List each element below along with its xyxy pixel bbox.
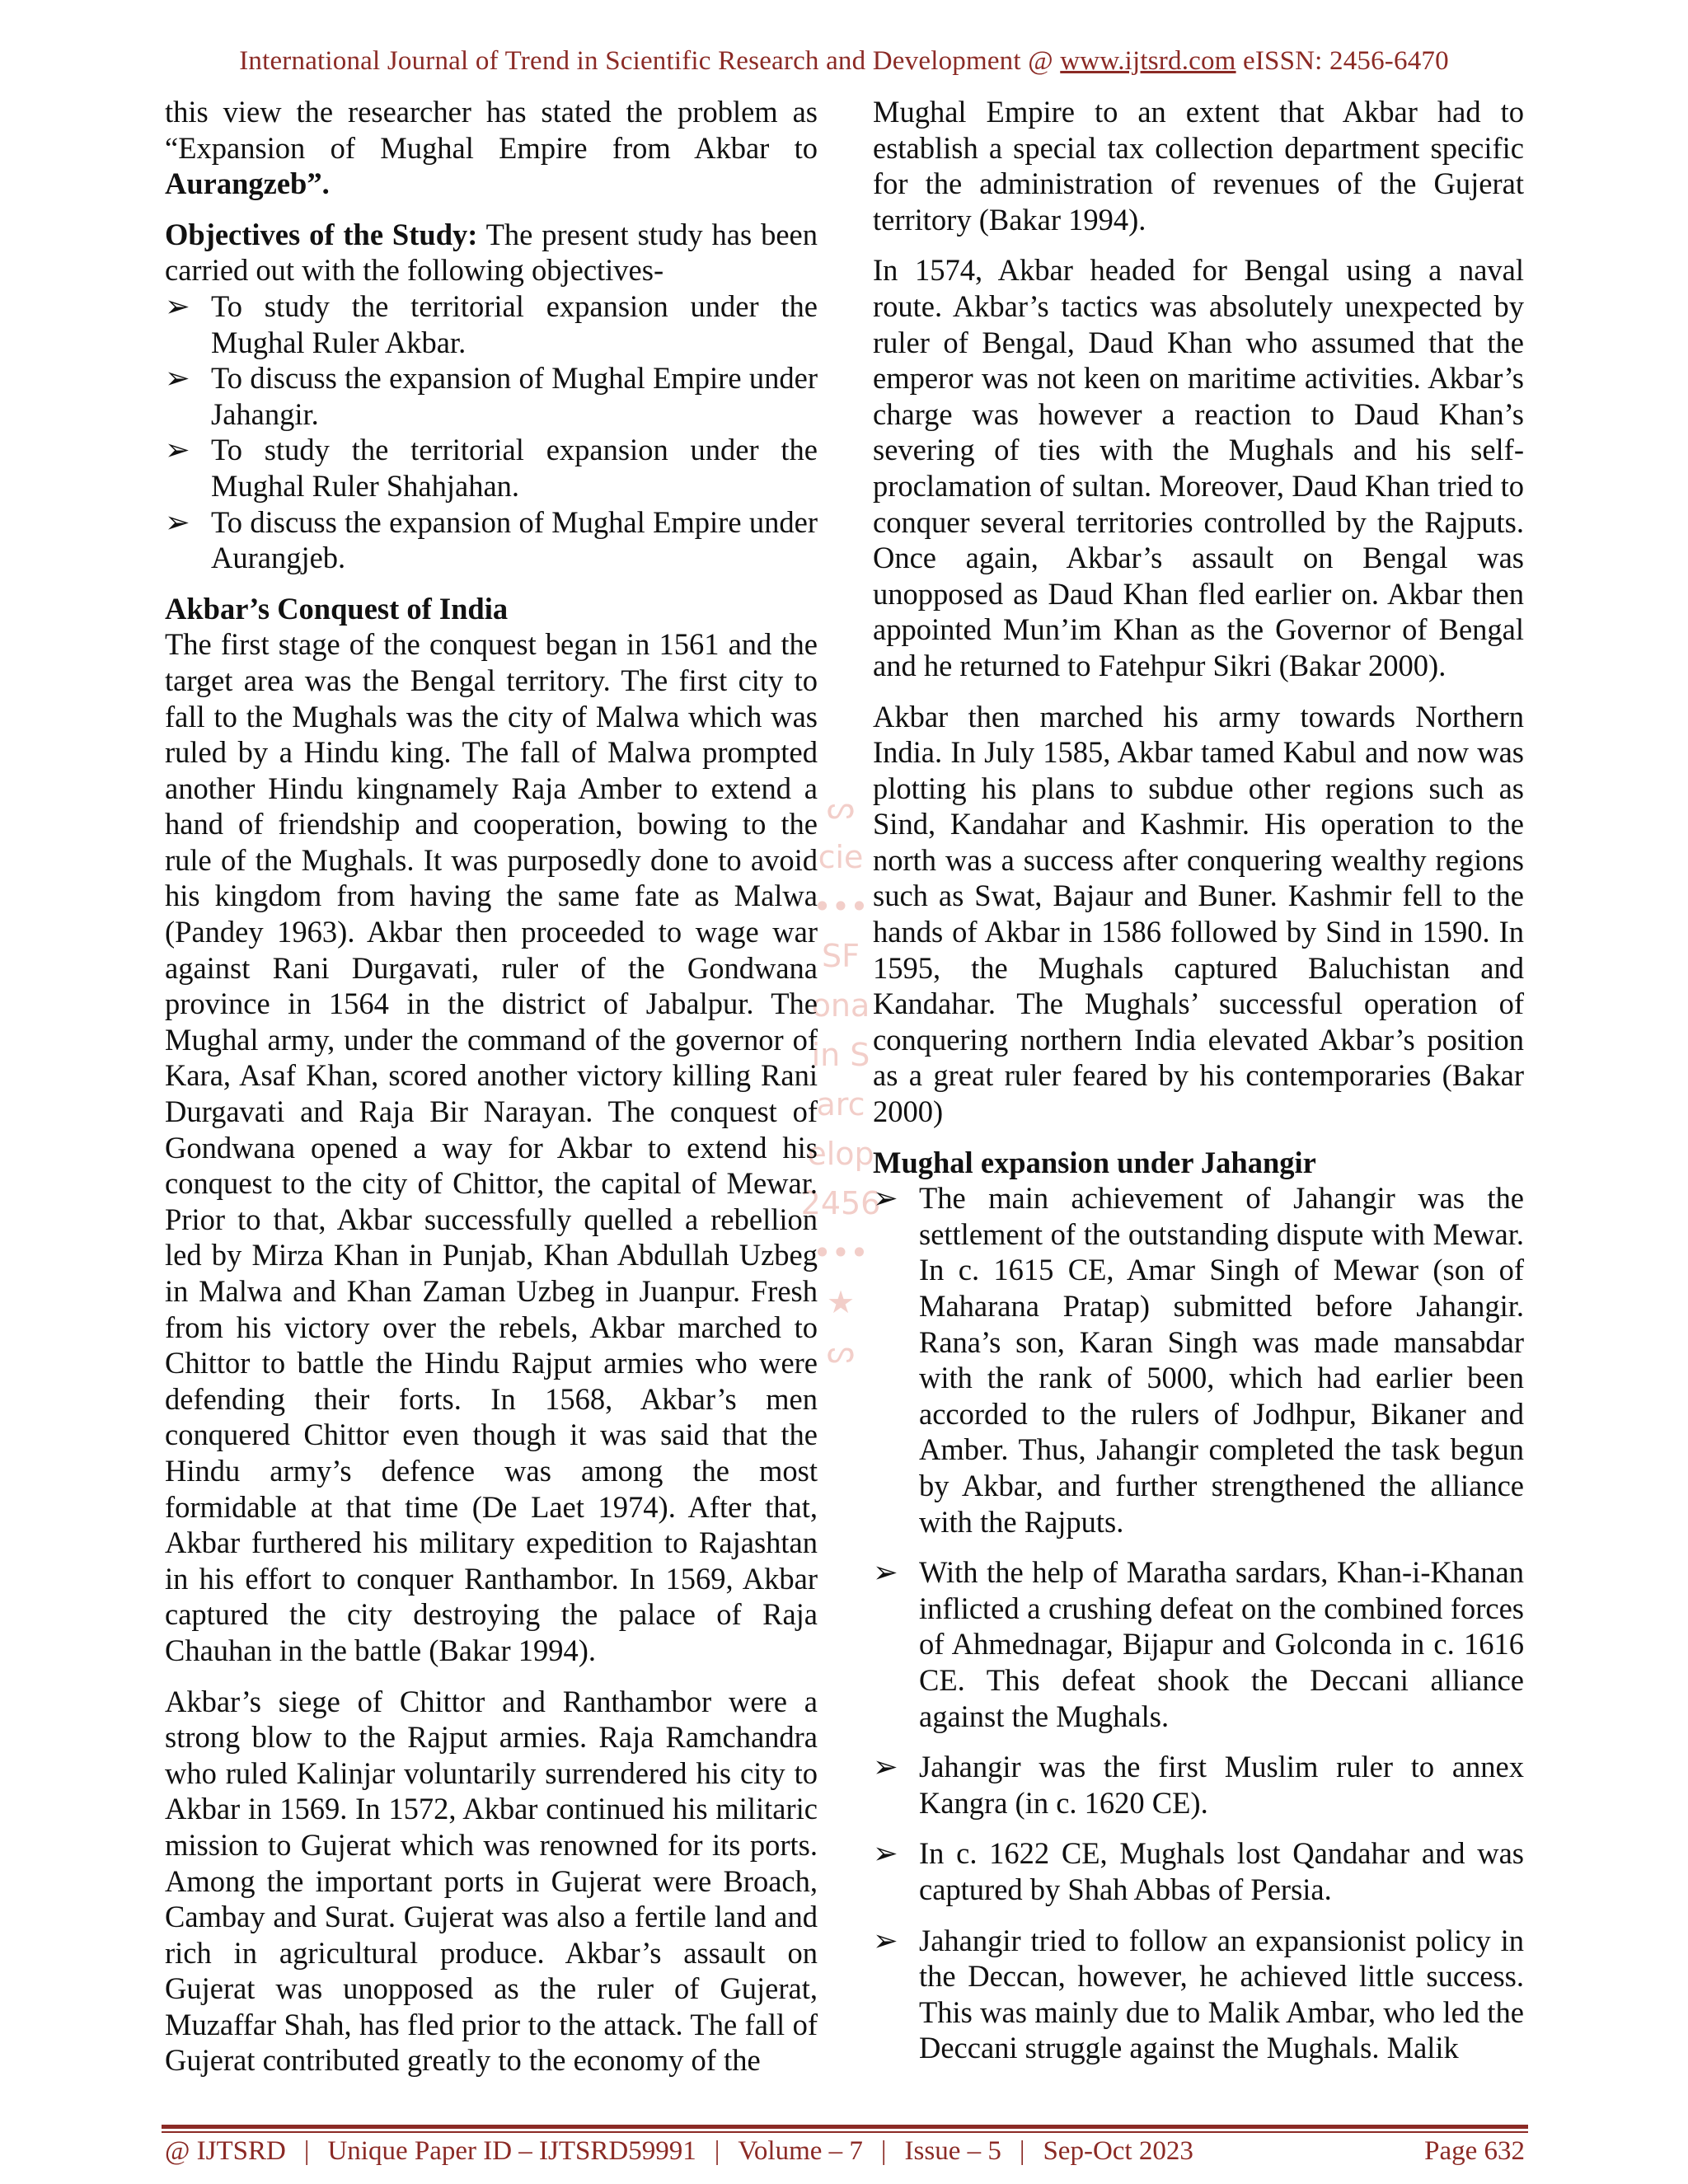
footer-separator: | xyxy=(303,2136,310,2166)
objective-text: To discuss the expansion of Mughal Empire under Aurangjeb. xyxy=(211,504,818,575)
footer-volume: Volume – 7 xyxy=(738,2136,863,2166)
arrow-bullet-icon: ➢ xyxy=(873,1923,898,1957)
arrow-bullet-icon: ➢ xyxy=(165,288,190,323)
problem-statement-text: this view the researcher has stated the problem as “Expansion of Mughal Empire from Akbar to xyxy=(165,95,818,165)
watermark-line: ᔕ xyxy=(827,1333,855,1370)
watermark-line: arc xyxy=(816,1086,865,1122)
objective-text: To discuss the expansion of Mughal Empire under Jahangir. xyxy=(211,361,818,431)
jahangir-list xyxy=(873,1180,1524,2066)
footer-separator: | xyxy=(880,2136,887,2166)
list-item xyxy=(873,1554,1524,1734)
bullet-text: With the help of Maratha sardars, Khan-i-Khanan inflicted a crushing defeat on the combined forces of Ahmednagar, Bijapur and Golconda in c. 1616 CE. This defeat shook the Deccani alliance against the Mughals. xyxy=(919,1555,1524,1733)
right-column xyxy=(873,94,1524,2081)
problem-statement xyxy=(165,94,818,202)
watermark-line: ••• xyxy=(813,888,869,925)
footer-issue: Issue – 5 xyxy=(904,2136,1001,2166)
list-item xyxy=(165,432,818,504)
objectives-intro xyxy=(165,217,818,288)
arrow-bullet-icon: ➢ xyxy=(165,433,190,467)
list-item xyxy=(873,1180,1524,1540)
journal-url-link[interactable]: www.ijtsrd.com xyxy=(1060,46,1236,76)
watermark-line: ••• xyxy=(813,1235,869,1271)
section-heading-jahangir: Mughal expansion under Jahangir xyxy=(873,1145,1316,1179)
northern-india-paragraph: Akbar then marched his army towards Northern India. In July 1585, Akbar tamed Kabul and now was plotting his plans to subdue other regions such as Sind, Kandahar and Kashmir. His operation to the north was a success after conquering wealthy regions such as Swat, Bajaur and Buner. Kashmir fell to the hands of Akbar in 1586 followed by Sind in 1590. In 1595, the Mughals captured Baluchistan and Kandahar. The Mughals’ successful operation of conquering northern India elevated Akbar’s position as a great ruler feared by his contemporaries (Bakar 2000) xyxy=(873,699,1524,1129)
header-journal-title: International Journal of Trend in Scientific Research and Development @ xyxy=(239,46,1061,76)
bullet-text: The main achievement of Jahangir was the settlement of the outstanding dispute with Mewar. In c. 1615 CE, Amar Singh of Mewar (son of Maharana Pratap) submitted before Jahangir. Rana’s son, Karan Singh was made mansabdar with the rank of 5000, which had earlier been accorded to the rulers of Jodhpur, Bikaner and Amber. Thus, Jahangir completed the task begun by Akbar, and further strengthened the alliance with the Rajputs. xyxy=(919,1181,1524,1539)
list-item xyxy=(165,360,818,432)
arrow-bullet-icon: ➢ xyxy=(165,504,190,539)
footer-paper-id: Unique Paper ID – IJTSRD59991 xyxy=(327,2136,696,2166)
bullet-text: In c. 1622 CE, Mughals lost Qandahar and was captured by Shah Abbas of Persia. xyxy=(919,1836,1524,1906)
page-number: Page 632 xyxy=(1424,2136,1525,2166)
objective-text: To study the territorial expansion under the Mughal Ruler Akbar. xyxy=(211,288,818,359)
footer-journal: @ IJTSRD xyxy=(165,2136,286,2166)
list-item xyxy=(165,288,818,360)
running-header xyxy=(0,46,1688,77)
arrow-bullet-icon: ➢ xyxy=(873,1750,898,1784)
left-column xyxy=(165,94,818,2093)
footer-date: Sep-Oct 2023 xyxy=(1043,2136,1193,2166)
problem-statement-bold: Aurangzeb”. xyxy=(165,166,330,201)
header-issn: eISSN: 2456-6470 xyxy=(1236,46,1449,76)
objective-text: To study the territorial expansion under the Mughal Ruler Shahjahan. xyxy=(211,433,818,503)
siege-paragraph: Akbar’s siege of Chittor and Ranthambor were a strong blow to the Rajput armies. Raja Ramchandra who ruled Kalinjar voluntarily surrendered his city to Akbar in 1569. In 1572, Akbar continued his militaric mission to Gujerat which was renowned for its ports. Among the important ports in Gujerat were Broach, Cambay and Surat. Gujerat was also a fertile land and rich in agricultural produce. Akbar’s assault on Gujerat was unopposed as the ruler of Gujerat, Muzaffar Shah, has fled prior to the attack. The fall of Gujerat contributed greatly to the economy of the xyxy=(165,1684,818,2078)
bullet-text: Jahangir was the first Muslim ruler to annex Kangra (in c. 1620 CE). xyxy=(919,1750,1524,1820)
watermark-line: cie xyxy=(818,839,864,875)
objectives-label: Objectives of the Study: xyxy=(165,217,478,251)
footer-rule-thin xyxy=(162,2131,1528,2133)
watermark-line: 2456 xyxy=(800,1185,881,1221)
list-item xyxy=(873,1749,1524,1821)
list-item xyxy=(873,1923,1524,2066)
watermark-line: ★ xyxy=(826,1284,856,1320)
objectives-list xyxy=(165,288,818,576)
arrow-bullet-icon: ➢ xyxy=(873,1555,898,1590)
watermark-line: ᔕ xyxy=(827,790,855,826)
list-item xyxy=(165,504,818,576)
watermark-line: ona xyxy=(811,987,870,1024)
arrow-bullet-icon: ➢ xyxy=(873,1836,898,1871)
watermark-line: SF xyxy=(822,938,860,974)
gujerat-paragraph: Mughal Empire to an extent that Akbar had to establish a special tax collection department specific for the administration of revenues of the Gujerat territory (Bakar 1994). xyxy=(873,95,1524,237)
watermark-line: in S xyxy=(811,1037,870,1073)
running-footer xyxy=(165,2136,1525,2167)
footer-rule-thick xyxy=(162,2125,1528,2129)
footer-separator: | xyxy=(714,2136,720,2166)
objectives-text: The present study has been carried out with the following objectives- xyxy=(165,217,818,288)
section-heading-akbar: Akbar’s Conquest of India xyxy=(165,591,509,626)
bengal-paragraph: In 1574, Akbar headed for Bengal using a naval route. Akbar’s tactics was absolutely unexpected by ruler of Bengal, Daud Khan who assumed that the emperor was not keen on maritime activities. Akbar’s charge was however a reaction to Daud Khan’s severing of ties with the Mughals and his self-proclamation of sultan. Moreover, Daud Khan tried to conquer several territories controlled by the Rajputs. Once again, Akbar’s assault on Bengal was unopposed as Daud Khan fled earlier on. Akbar then appointed Mun’im Khan as the Governor of Bengal and he returned to Fatehpur Sikri (Bakar 2000). xyxy=(873,253,1524,682)
list-item xyxy=(873,1835,1524,1907)
watermark-line: elop xyxy=(807,1136,874,1172)
akbar-conquest-paragraph: The first stage of the conquest began in 1561 and the target area was the Bengal territory. The first city to fall to the Mughals was the city of Malwa which was ruled by a Hindu king. The fall of Malwa prompted another Hindu kingnamely Raja Amber to extend a hand of friendship and cooperation, bowing to the rule of the Mughals. It was purposedly done to avoid his kingdom from having the same fate as Malwa (Pandey 1963). Akbar then proceeded to wage war against Rani Durgavati, ruler of the Gondwana province in 1564 in the district of Jabalpur. The Mughal army, under the command of the governor of Kara, Asaf Khan, scored another victory killing Rani Durgavati and Raja Bir Narayan. The conquest of Gondwana opened a way for Akbar to extend his conquest to the city of Chittor, the capital of Mewar. Prior to that, Akbar successfully quelled a rebellion led by Mirza Khan in Punjab, Khan Abdullah Uzbeg in Malwa and Khan Zaman Uzbeg in Juanpur. Fresh from his victory over the rebels, Akbar marched to Chittor to battle the Hindu Rajput armies who were defending their forts. In 1568, Akbar’s men conquered Chittor even though it was said that the Hindu army’s defence was among the most formidable at that time (De Laet 1974). After that, Akbar furthered his military expedition to Rajashtan in his effort to conquer Ranthambor. In 1569, Akbar captured the city destroying the palace of Raja Chauhan in the battle (Bakar 1994). xyxy=(165,627,818,1667)
footer-separator: | xyxy=(1019,2136,1025,2166)
arrow-bullet-icon: ➢ xyxy=(165,361,190,396)
bullet-text: Jahangir tried to follow an expansionist policy in the Deccan, however, he achieved little success. This was mainly due to Malik Ambar, who led the Deccani struggle against the Mughals. Malik xyxy=(919,1923,1524,2065)
arrow-bullet-icon: ➢ xyxy=(873,1181,898,1216)
